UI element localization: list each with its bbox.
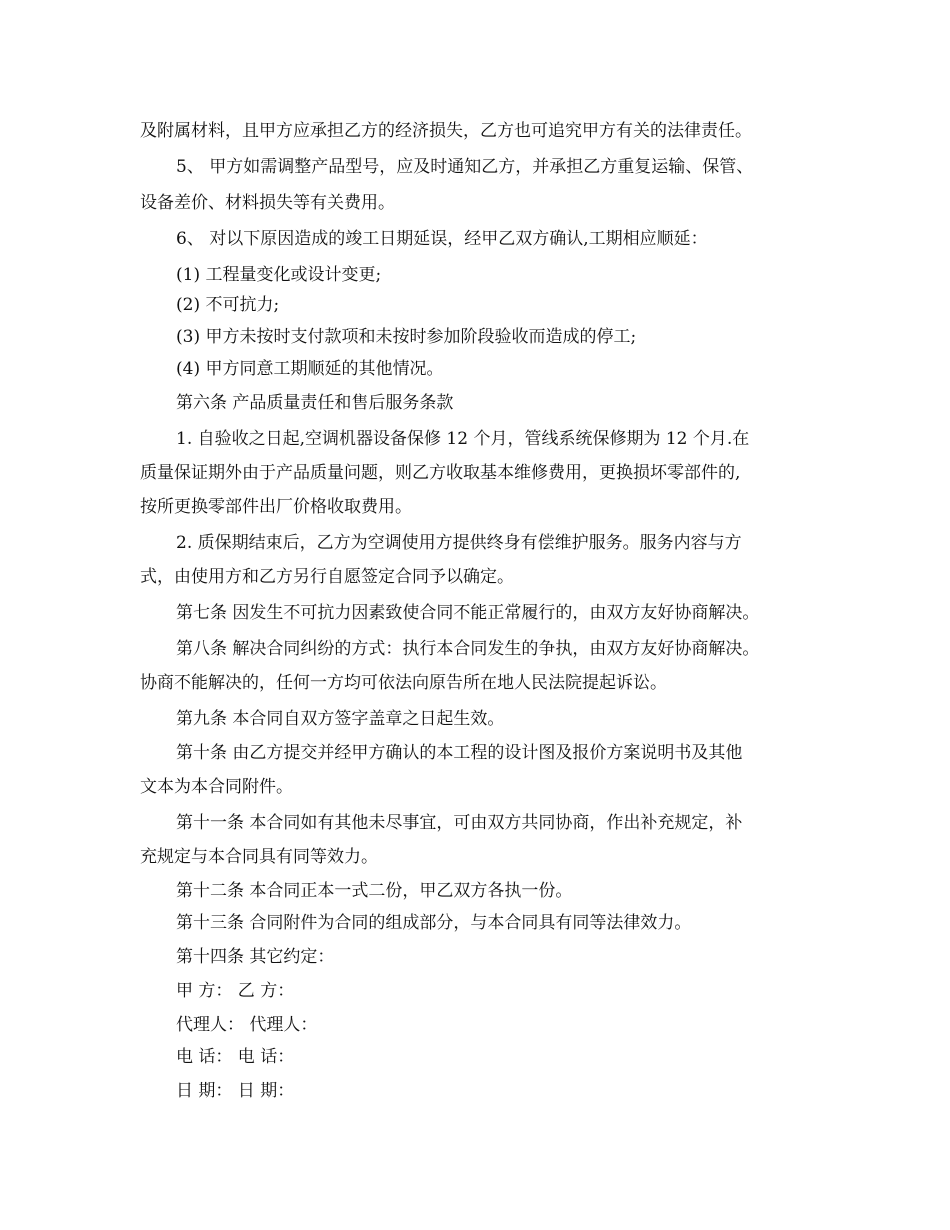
text-line: 质量保证期外由于产品质量问题，则乙方收取基本维修费用，更换损坏零部件的, (140, 463, 741, 483)
text-line: 第七条 因发生不可抗力因素致使合同不能正常履行的，由双方友好协商解决。 (176, 603, 760, 623)
text-line: 第十一条 本合同如有其他未尽事宜，可由双方共同协商，作出补充规定，补 (176, 813, 743, 833)
text-line: 及附属材料，且甲方应承担乙方的经济损失，乙方也可追究甲方有关的法律责任。 (140, 121, 752, 141)
text-line: 5、 甲方如需调整产品型号，应及时通知乙方，并承担乙方重复运输、保管、 (176, 157, 754, 177)
text-line: 文本为本合同附件。 (140, 777, 293, 797)
text-line: 第八条 解决合同纠纷的方式：执行本合同发生的争执，由双方友好协商解决。 (176, 639, 760, 659)
signature-phone-line: 电 话： 电 话： (176, 1047, 295, 1067)
text-line: (2) 不可抗力; (176, 295, 280, 315)
text-line: 第九条 本合同自双方签字盖章之日起生效。 (176, 709, 505, 729)
signature-date-line: 日 期： 日 期： (176, 1081, 295, 1101)
text-line: 设备差价、材料损失等有关费用。 (140, 193, 395, 213)
signature-party-line: 甲 方： 乙 方： (176, 981, 295, 1001)
text-line: 第十三条 合同附件为合同的组成部分，与本合同具有同等法律效力。 (176, 913, 692, 933)
text-line: 按所更换零部件出厂价格收取费用。 (140, 497, 412, 517)
text-line: 第十二条 本合同正本一式二份，甲乙双方各执一份。 (176, 881, 573, 901)
text-line: 第十条 由乙方提交并经甲方确认的本工程的设计图及报价方案说明书及其他 (176, 743, 743, 763)
text-line: (3) 甲方未按时支付款项和未按时参加阶段验收而造成的停工; (176, 327, 637, 347)
text-line: 1. 自验收之日起,空调机器设备保修 12 个月，管线系统保修期为 12 个月.在 (176, 429, 750, 449)
text-line: (1) 工程量变化或设计变更; (176, 265, 382, 285)
text-line: 6、 对以下原因造成的竣工日期延误，经甲乙双方确认,工期相应顺延： (176, 229, 708, 249)
text-line: 协商不能解决的，任何一方均可依法向原告所在地人民法院提起诉讼。 (140, 673, 667, 693)
section-heading: 第六条 产品质量责任和售后服务条款 (176, 393, 454, 413)
text-line: 式，由使用方和乙方另行自愿签定合同予以确定。 (140, 567, 514, 587)
text-line: (4) 甲方同意工期顺延的其他情况。 (176, 359, 444, 379)
signature-agent-line: 代理人： 代理人： (176, 1015, 318, 1035)
text-line: 第十四条 其它约定： (176, 947, 335, 967)
text-line: 2. 质保期结束后，乙方为空调使用方提供终身有偿维护服务。服务内容与方 (176, 533, 742, 553)
text-line: 充规定与本合同具有同等效力。 (140, 847, 378, 867)
